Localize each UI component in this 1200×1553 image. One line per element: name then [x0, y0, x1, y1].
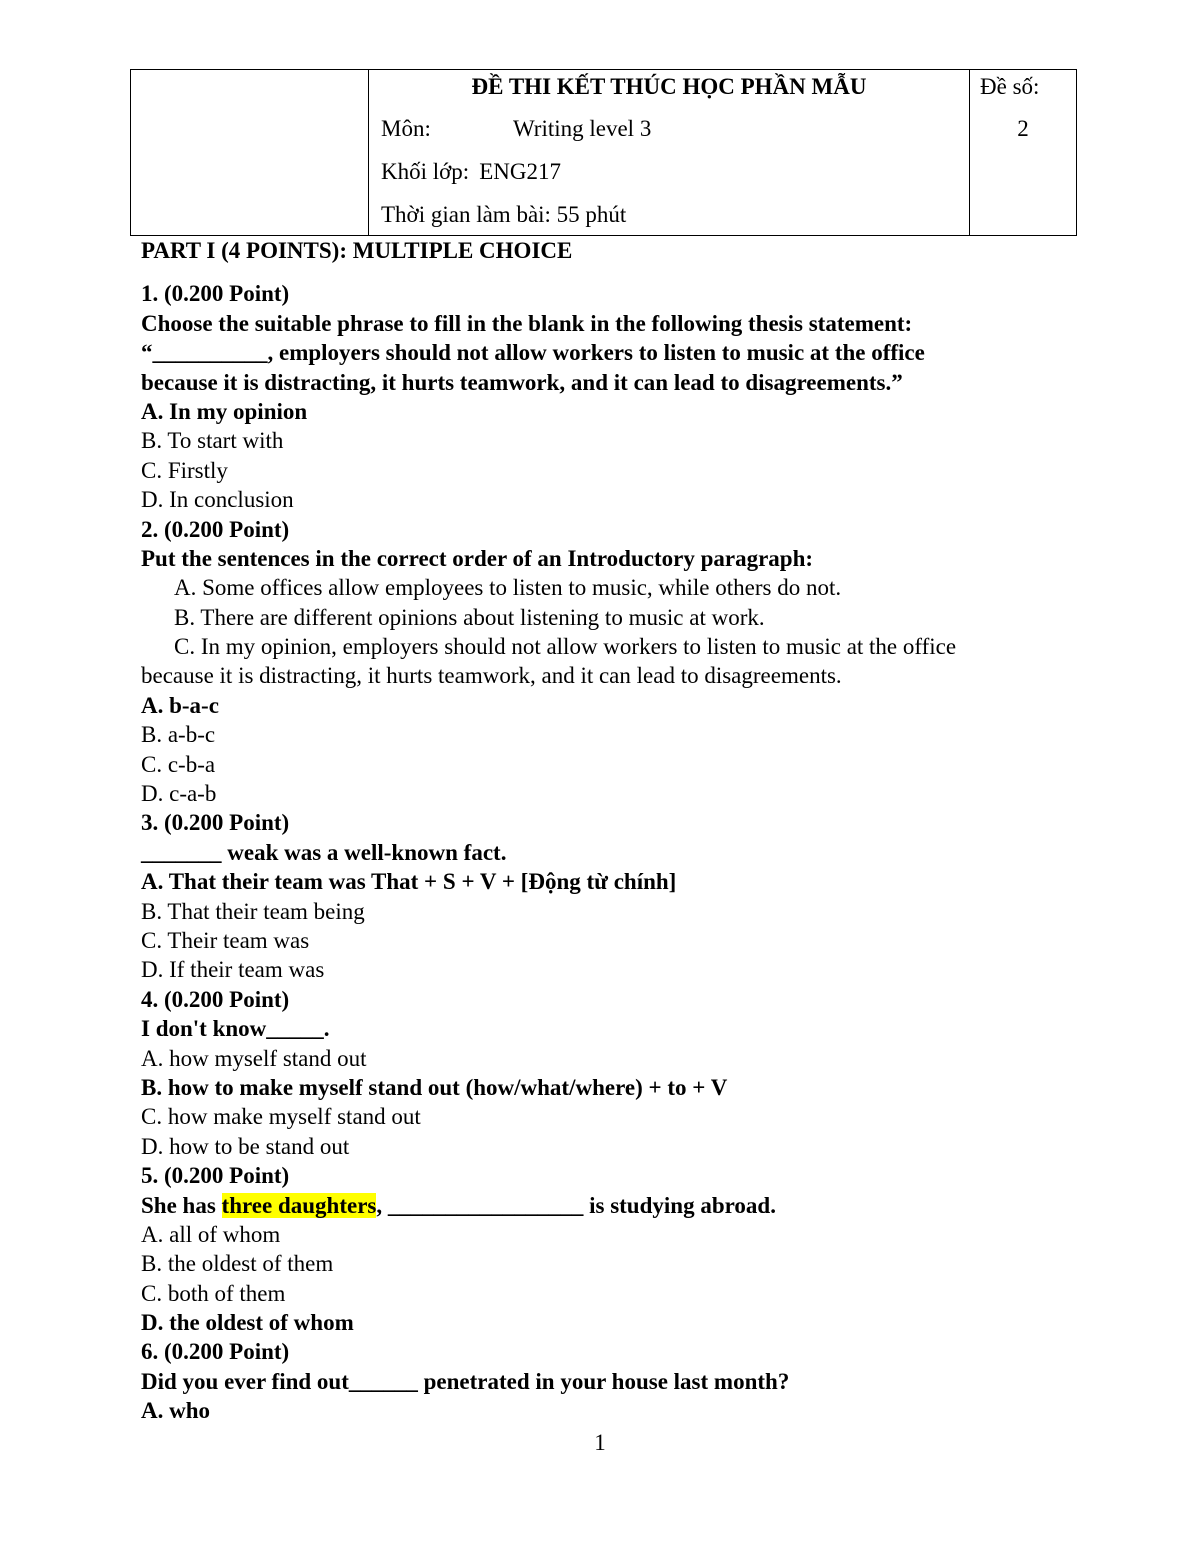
sentence-c: C. In my opinion, employers should not allow workers to listen to music at the office — [174, 634, 957, 660]
question-heading: 6. (0.200 Point) — [141, 1339, 290, 1365]
class-value: ENG217 — [479, 159, 561, 184]
option-a-correct: A. That their team was That + S + V + [Động từ chính] — [141, 869, 677, 895]
question-prompt: _______ weak was a well-known fact. — [141, 839, 507, 865]
header-info-cell — [369, 70, 970, 236]
question-prompt — [141, 1191, 1061, 1220]
question-heading: 3. (0.200 Point) — [141, 810, 290, 836]
option-b: B. the oldest of them — [141, 1251, 334, 1277]
option-a-correct: A. who — [141, 1398, 211, 1424]
option-c: C. both of them — [141, 1280, 286, 1306]
option-d: D. In conclusion — [141, 487, 294, 513]
option-c: C. Their team was — [141, 927, 310, 953]
option-a-correct: A. b-a-c — [141, 692, 219, 718]
page-number: 1 — [594, 1430, 606, 1455]
header-exam-number-cell — [970, 70, 1077, 236]
class-label: Khối lớp: — [381, 159, 470, 184]
option-b-correct: B. how to make myself stand out (how/what/where) + to + V — [141, 1074, 728, 1100]
question-heading: 5. (0.200 Point) — [141, 1163, 290, 1189]
option-c: C. Firstly — [141, 457, 228, 483]
option-d: D. how to be stand out — [141, 1133, 350, 1159]
part-title: PART I (4 POINTS): MULTIPLE CHOICE — [141, 238, 573, 263]
question-4 — [141, 985, 1061, 1161]
question-6 — [141, 1337, 1061, 1425]
option-a-correct: A. In my opinion — [141, 398, 308, 424]
question-heading: 2. (0.200 Point) — [141, 516, 290, 542]
exam-number-label: Đề số: — [980, 74, 1040, 99]
option-d-correct: D. the oldest of whom — [141, 1310, 354, 1336]
subject-label: Môn: — [381, 116, 431, 141]
option-a: A. all of whom — [141, 1221, 281, 1247]
exam-content — [141, 236, 1061, 1426]
question-prompt: Put the sentences in the correct order of an Introductory paragraph: — [141, 545, 814, 571]
subject-line — [381, 116, 652, 142]
question-prompt: “__________, employers should not allow workers to listen to music at the office — [141, 340, 925, 366]
question-prompt: Choose the suitable phrase to fill in the blank in the following thesis statement: — [141, 310, 913, 336]
question-5 — [141, 1161, 1061, 1337]
option-a: A. how myself stand out — [141, 1045, 367, 1071]
option-b: B. a-b-c — [141, 722, 216, 748]
sentence-c-continued: because it is distracting, it hurts teamwork, and it can lead to disagreements. — [141, 663, 842, 689]
option-c: C. c-b-a — [141, 751, 216, 777]
question-prompt: because it is distracting, it hurts teamwork, and it can lead to disagreements.” — [141, 369, 903, 395]
option-c: C. how make myself stand out — [141, 1104, 421, 1130]
option-d: D. If their team was — [141, 957, 325, 983]
question-1 — [141, 279, 1061, 514]
question-heading: 4. (0.200 Point) — [141, 986, 290, 1012]
question-2 — [141, 515, 1061, 809]
question-prompt: Did you ever find out______ penetrated in your house last month? — [141, 1368, 790, 1394]
question-prompt: I don't know_____. — [141, 1016, 330, 1042]
option-b: B. To start with — [141, 428, 284, 454]
prompt-start: She has — [141, 1192, 222, 1218]
prompt-end: , _________________ is studying abroad. — [376, 1192, 776, 1218]
question-3 — [141, 808, 1061, 984]
sentence-a: A. Some offices allow employees to listen to music, while others do not. — [174, 575, 842, 601]
question-heading: 1. (0.200 Point) — [141, 281, 290, 307]
exam-header-table — [130, 69, 1077, 236]
time-line: Thời gian làm bài: 55 phút — [381, 202, 627, 227]
sentence-b: B. There are different opinions about listening to music at work. — [174, 604, 765, 630]
option-d: D. c-a-b — [141, 781, 217, 807]
exam-title: ĐỀ THI KẾT THÚC HỌC PHẦN MẪU — [471, 74, 867, 99]
header-blank-cell — [131, 70, 369, 236]
subject-value: Writing level 3 — [513, 116, 652, 141]
option-b: B. That their team being — [141, 898, 365, 924]
exam-number: 2 — [1017, 116, 1029, 141]
highlighted-phrase: three daughters — [221, 1192, 377, 1218]
class-line — [381, 159, 561, 185]
